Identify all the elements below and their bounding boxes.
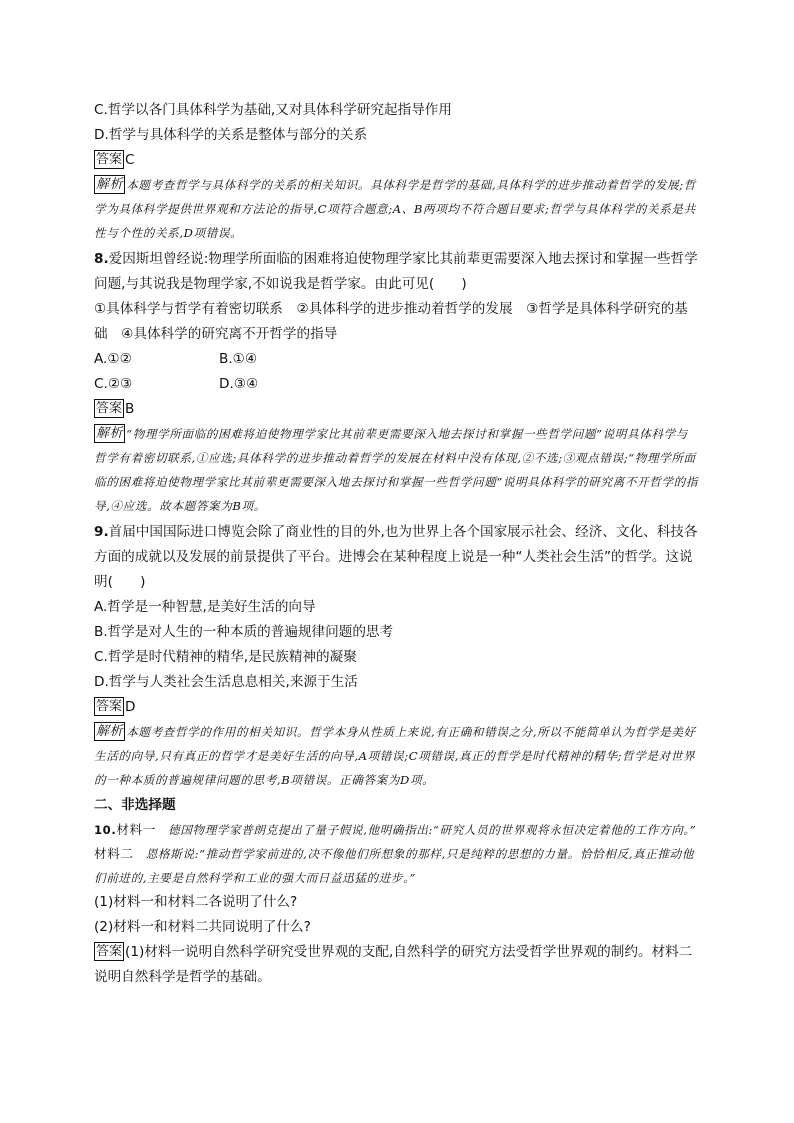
q9-option-d: D.哲学与人类社会生活息息相关,来源于生活 [94,674,358,690]
explanation-tag: 解析 [96,426,124,441]
material-1-label: 材料一 [116,822,156,837]
option-c: C.②③ [94,376,133,392]
q8-options-row-2 [94,372,700,397]
answer-value: D [125,699,136,715]
explanation-tag: 解析 [96,177,124,192]
q9-stem [94,520,700,595]
answer-tag: 答案 [96,401,123,416]
material-2-label: 材料二 [94,846,134,861]
q10-material-1 [94,818,700,842]
q9-answer [94,695,700,720]
question-number: 10. [94,823,117,837]
q9-option-b: B.哲学是对人生的一种本质的普遍规律问题的思考 [94,624,394,640]
option-d: D.③④ [219,376,259,392]
explanation-text: 本题考查哲学的作用的相关知识。哲学本身从性质上来说,有正确和错误之分,所以不能简单认为哲学是美好生活的向导,只有真正的哲学才是美好生活的向导,A项错误;C项错误,真正的哲学是时代精神的精华;哲学是对世界的一种本质的普遍规律问题的思考,B项错误。正确答案为D项。 [94,725,696,787]
explanation-tag: 解析 [96,724,124,739]
answer-text: (1)材料一说明自然科学研究受世界观的支配,自然科学的研究方法受哲学世界观的制约。材料二说明自然科学是哲学的基础。 [94,944,693,985]
document-page [94,98,700,990]
q8-stem [94,247,700,297]
q7-explanation [94,173,700,245]
q7-answer [94,148,700,173]
q10-answer [94,940,700,990]
q7-option-d: D.哲学与具体科学的关系是整体与部分的关系 [94,127,368,143]
q7-option-c: C.哲学以各门具体科学为基础,又对具体科学研究起指导作用 [94,102,452,118]
material-1-text: 德国物理学家普朗克提出了量子假说,他明确指出:“研究人员的世界观将永恒决定着他的工作方向。” [168,823,697,837]
answer-tag: 答案 [96,699,123,714]
option-a: A.①② [94,351,132,367]
q9-option-c: C.哲学是时代精神的精华,是民族精神的凝聚 [94,649,357,665]
q8-explanation [94,422,700,518]
answer-value: C [125,152,135,168]
explanation-text: 本题考查哲学与具体科学的关系的相关知识。具体科学是哲学的基础,具体科学的进步推动着哲学的发展;哲学为具体科学提供世界观和方法论的指导,C项符合题意;A、B两项均不符合题目要求;哲学与具体科学的关系是共性与个性的关系,D项错误。 [94,178,696,240]
question-text: 首届中国国际进口博览会除了商业性的目的外,也为世界上各个国家展示社会、经济、文化、科技各方面的成就以及发展的前景提供了平台。进博会在某种程度上说是一种“人类社会生活”的哲学。这说明( ) [94,524,698,590]
answer-tag: 答案 [96,944,123,959]
question-number: 8. [94,251,109,267]
q9-explanation [94,720,700,792]
question-text: 爱因斯坦曾经说:物理学所面临的困难将迫使物理学家比其前辈更需要深入地去探讨和掌握一些哲学问题,与其说我是物理学家,不如说我是哲学家。由此可见( ) [94,251,698,292]
option-b: B.①④ [219,351,258,367]
q8-statements: ①具体科学与哲学有着密切联系 ②具体科学的进步推动着哲学的发展 ③哲学是具体科学研究的基础 ④具体科学的研究离不开哲学的指导 [94,301,688,342]
q10-subquestion-1: (1)材料一和材料二各说明了什么? [94,894,298,910]
question-number: 9. [94,524,109,540]
answer-tag: 答案 [96,152,123,167]
section-title: 二、非选择题 [94,797,176,813]
answer-value: B [125,401,135,417]
q9-option-a: A.哲学是一种智慧,是美好生活的向导 [94,599,316,615]
q10-material-2 [94,842,700,890]
material-2-text: 恩格斯说:“推动哲学家前进的,决不像他们所想象的那样,只是纯粹的思想的力量。恰恰相反,真正推动他们前进的,主要是自然科学和工业的强大而日益迅猛的进步。” [94,847,695,885]
explanation-text: “物理学所面临的困难将迫使物理学家比其前辈更需要深入地去探讨和掌握一些哲学问题”说明具体科学与哲学有着密切联系,①应选;具体科学的进步推动着哲学的发展在材料中没有体现,②不选;③观点错误;“物理学所面临的困难将迫使物理学家比其前辈更需要深入地去探讨和掌握一些哲学问题”说明具体科学的研究离不开哲学的指导,④应选。故本题答案为B项。 [94,427,699,513]
q8-options-row-1 [94,347,700,372]
q10-subquestion-2: (2)材料一和材料二共同说明了什么? [94,919,311,935]
q8-answer [94,397,700,422]
